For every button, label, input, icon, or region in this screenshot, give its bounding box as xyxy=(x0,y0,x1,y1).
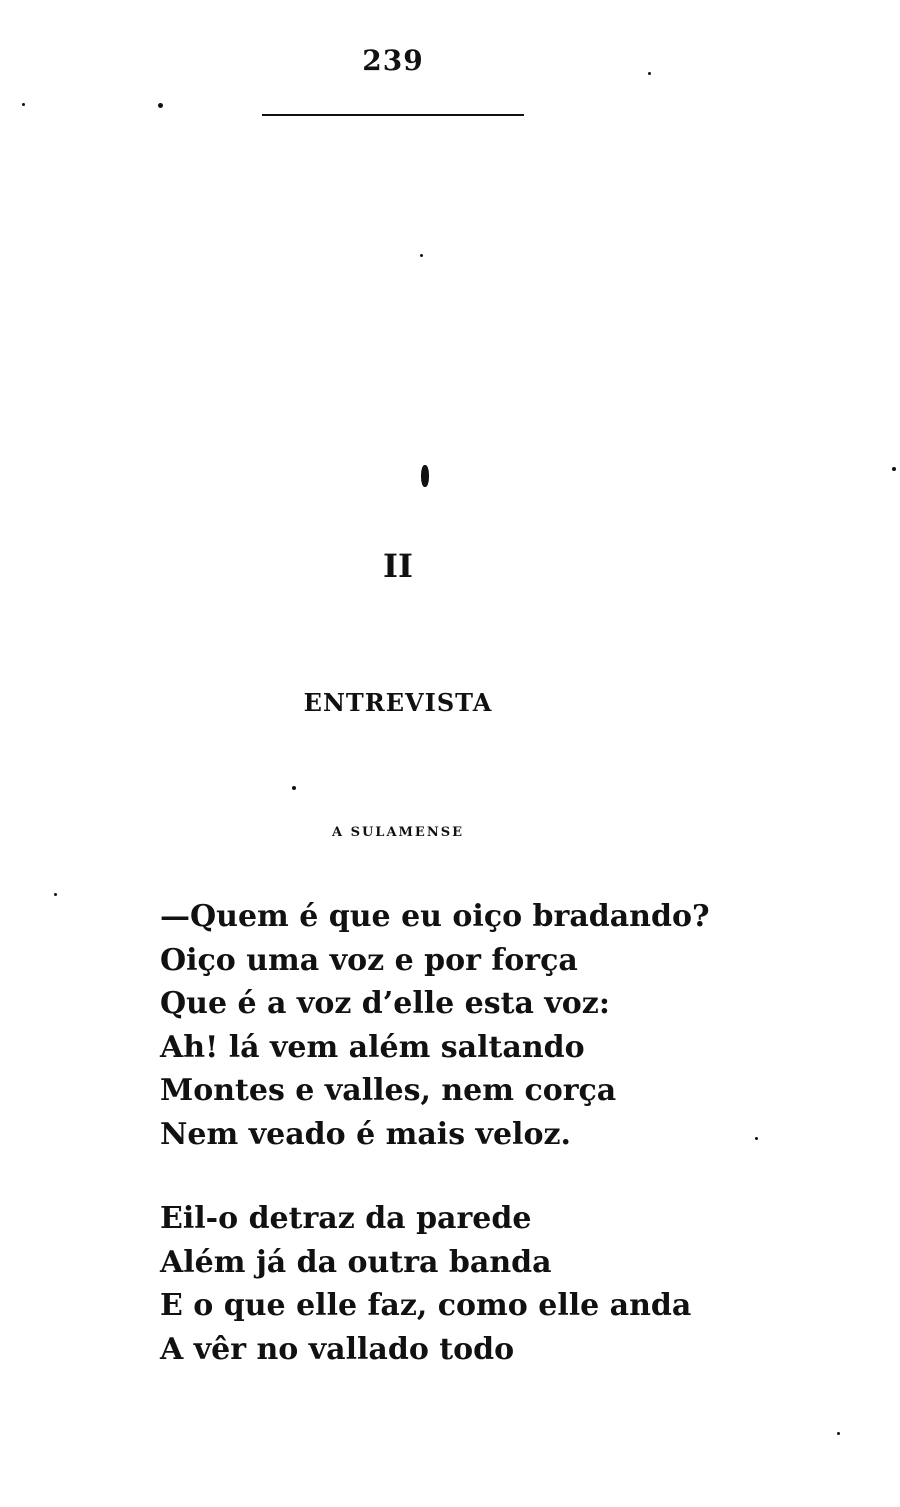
verse-line: A vêr no vallado todo xyxy=(160,1331,515,1367)
section-title: ENTREVISTA xyxy=(303,688,493,717)
page-number: 239 xyxy=(362,44,424,77)
stanza-1 xyxy=(160,895,780,1156)
verse-line: Nem veado é mais veloz. xyxy=(160,1116,571,1152)
verse-line: Que é a voz d’elle esta voz: xyxy=(160,986,610,1021)
ink-speck xyxy=(837,1432,840,1435)
ink-speck xyxy=(22,103,25,106)
header-rule xyxy=(262,114,524,116)
ink-speck xyxy=(54,893,57,896)
ink-speck xyxy=(420,254,423,257)
verse-line: E o que elle faz, como elle anda xyxy=(160,1288,692,1323)
ink-speck xyxy=(421,465,429,487)
section-numeral: II xyxy=(383,547,413,585)
verse-line: Montes e valles, nem corça xyxy=(160,1073,617,1108)
ink-speck xyxy=(158,103,163,108)
ink-speck xyxy=(648,72,651,75)
verse-line: Além já da outra banda xyxy=(160,1244,552,1280)
stanza-2 xyxy=(160,1197,780,1371)
speaker-label: A SULAMENSE xyxy=(331,825,465,840)
ink-speck xyxy=(292,786,296,790)
verse-line: Oiço uma voz e por força xyxy=(160,942,578,978)
verse-line: Ah! lá vem além saltando xyxy=(160,1029,585,1065)
ink-speck xyxy=(892,467,896,471)
verse-line: Eil-o detraz da parede xyxy=(160,1201,532,1236)
verse-line: —Quem é que eu oiço bradando? xyxy=(160,899,710,934)
